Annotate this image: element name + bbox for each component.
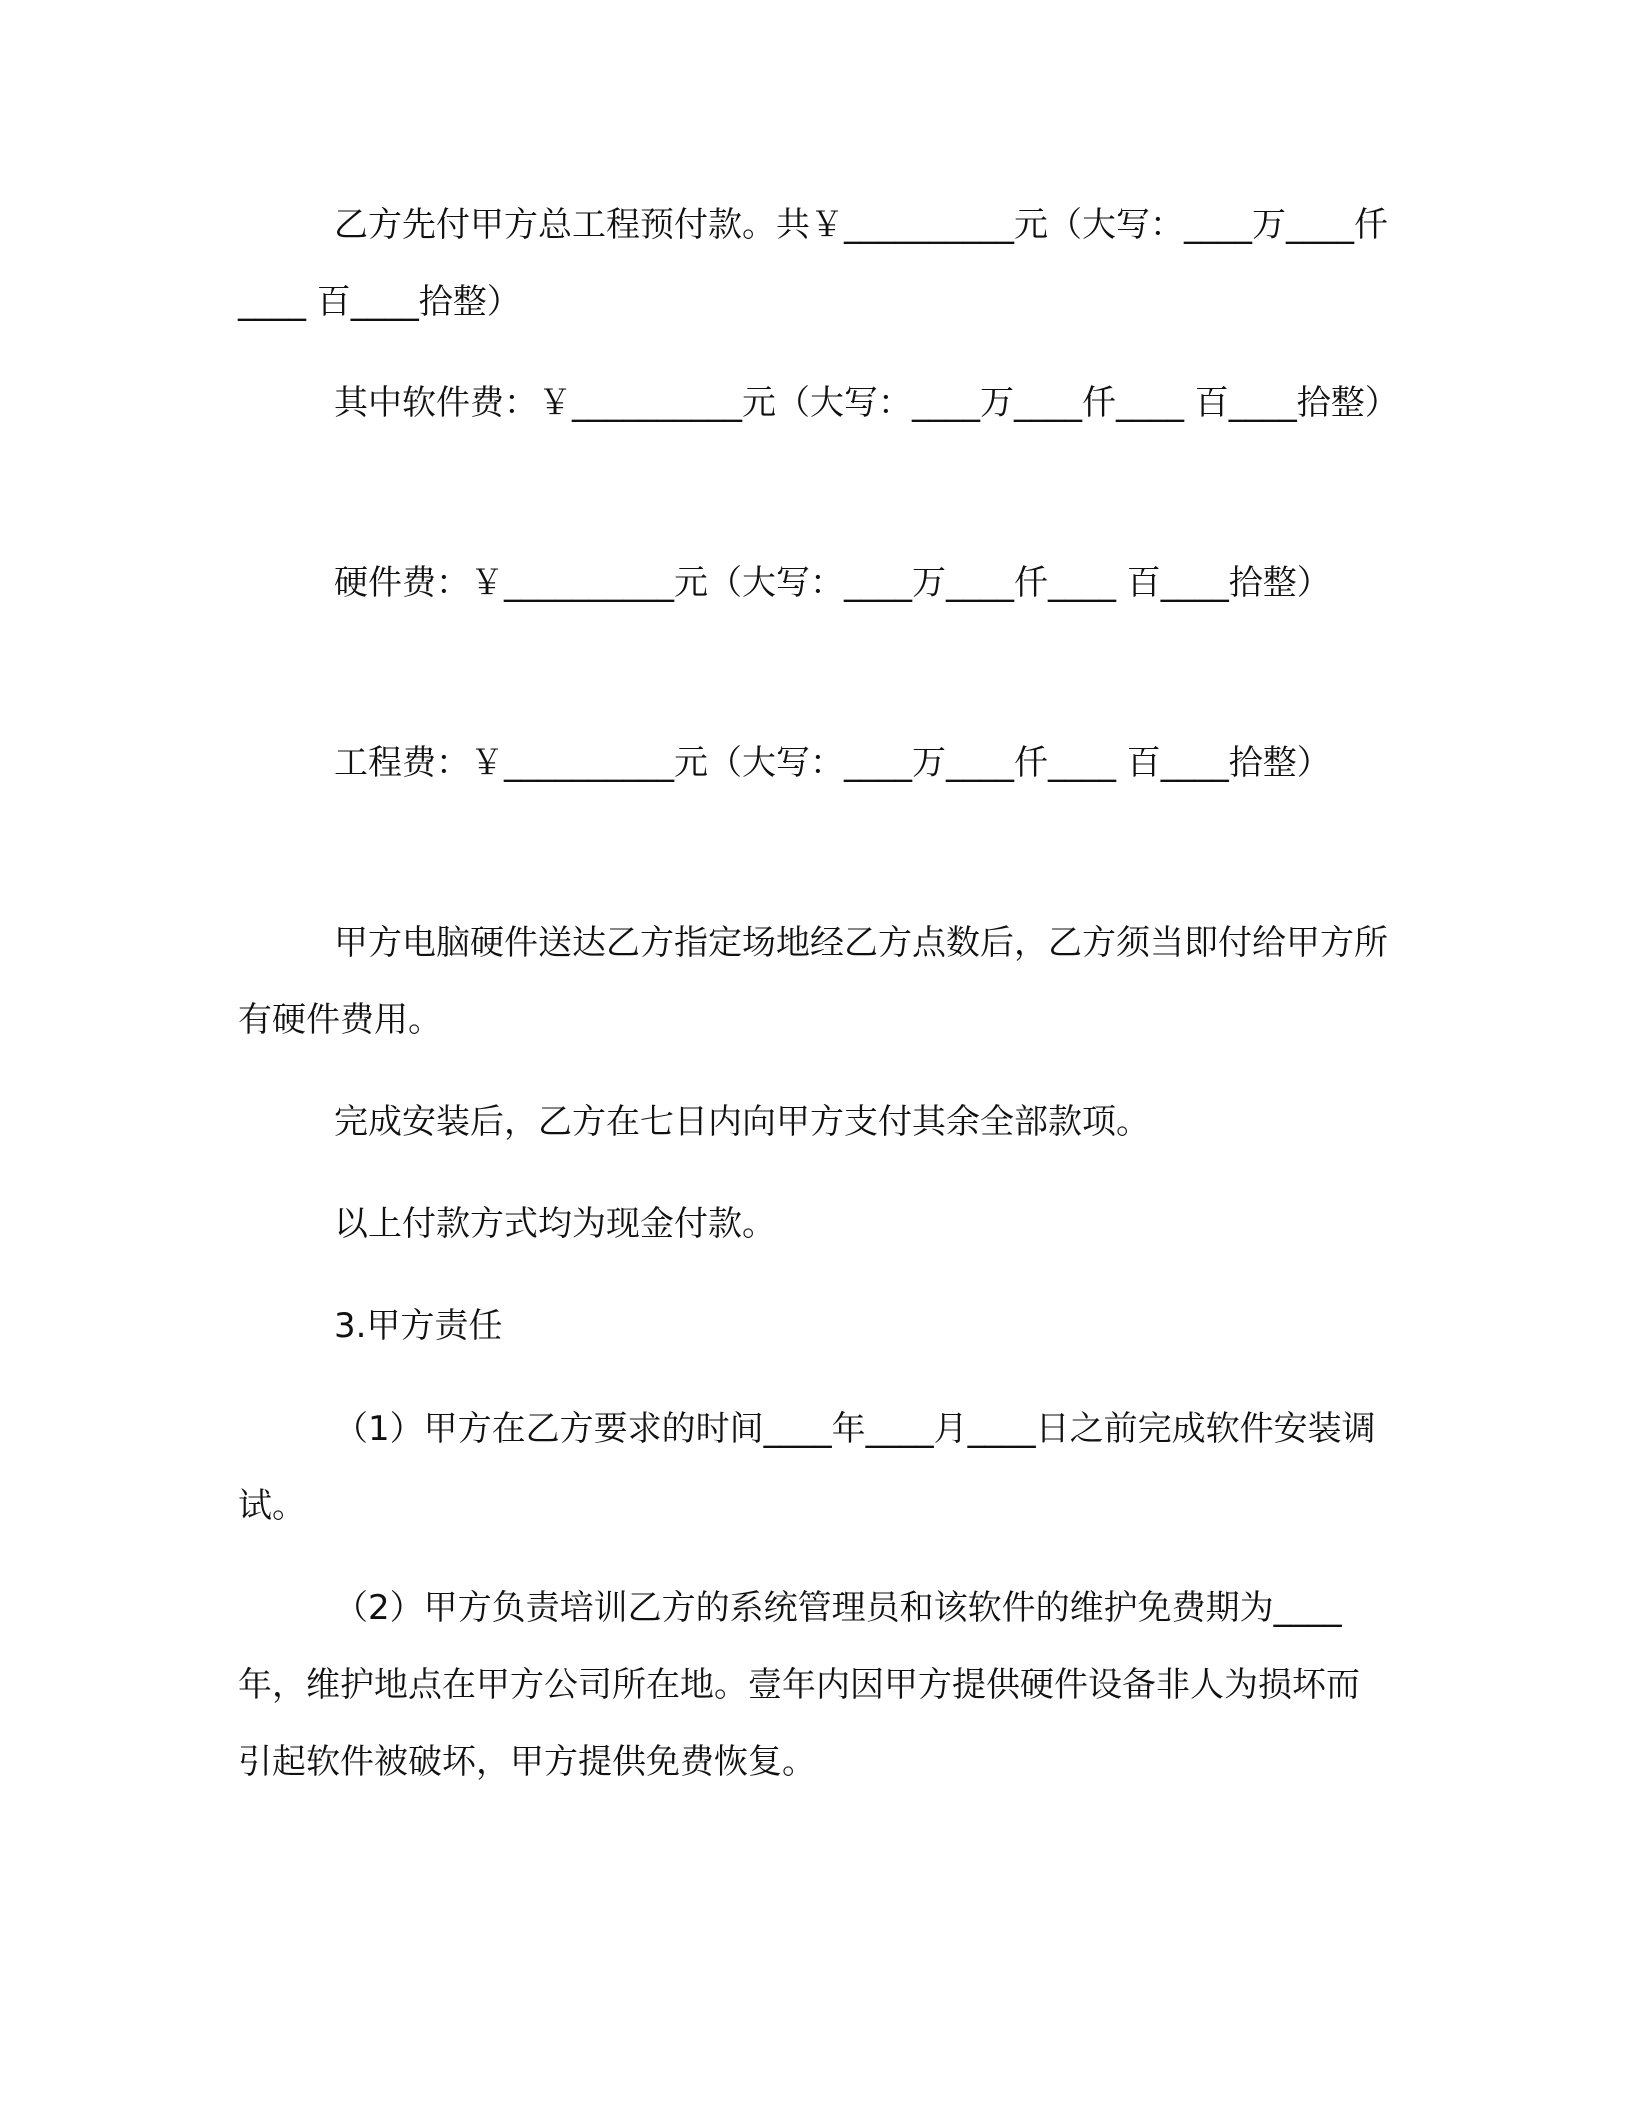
paragraph-installation-deadline: （1）甲方在乙方要求的时间____年____月____日之前完成软件安装调试。 xyxy=(238,1409,1376,1526)
section-heading-party-a-responsibility: 3.甲方责任 xyxy=(334,1306,503,1346)
paragraph-hardware-fee: 硬件费：￥__________元（大写：____万____仟____ 百____拾整） xyxy=(334,563,1331,603)
paragraph-hardware-delivery: 甲方电脑硬件送达乙方指定场地经乙方点数后，乙方须当即付给甲方所有硬件费用。 xyxy=(238,923,1388,1040)
paragraph-advance-payment: 乙方先付甲方总工程预付款。共￥__________元（大写：____万____仟____ 百____拾整） xyxy=(238,205,1388,322)
paragraph-engineering-fee: 工程费：￥__________元（大写：____万____仟____ 百____拾整） xyxy=(334,743,1331,783)
paragraph-remaining-payment: 完成安装后，乙方在七日内向甲方支付其余全部款项。 xyxy=(334,1102,1150,1142)
paragraph-cash-payment: 以上付款方式均为现金付款。 xyxy=(334,1204,776,1244)
paragraph-training-maintenance: （2）甲方负责培训乙方的系统管理员和该软件的维护免费期为____年，维护地点在甲方公司所在地。壹年内因甲方提供硬件设备非人为损坏而引起软件被破坏，甲方提供免费恢复。 xyxy=(238,1588,1360,1782)
paragraph-software-fee: 其中软件费：￥__________元（大写：____万____仟____ 百____拾整） xyxy=(334,383,1399,423)
